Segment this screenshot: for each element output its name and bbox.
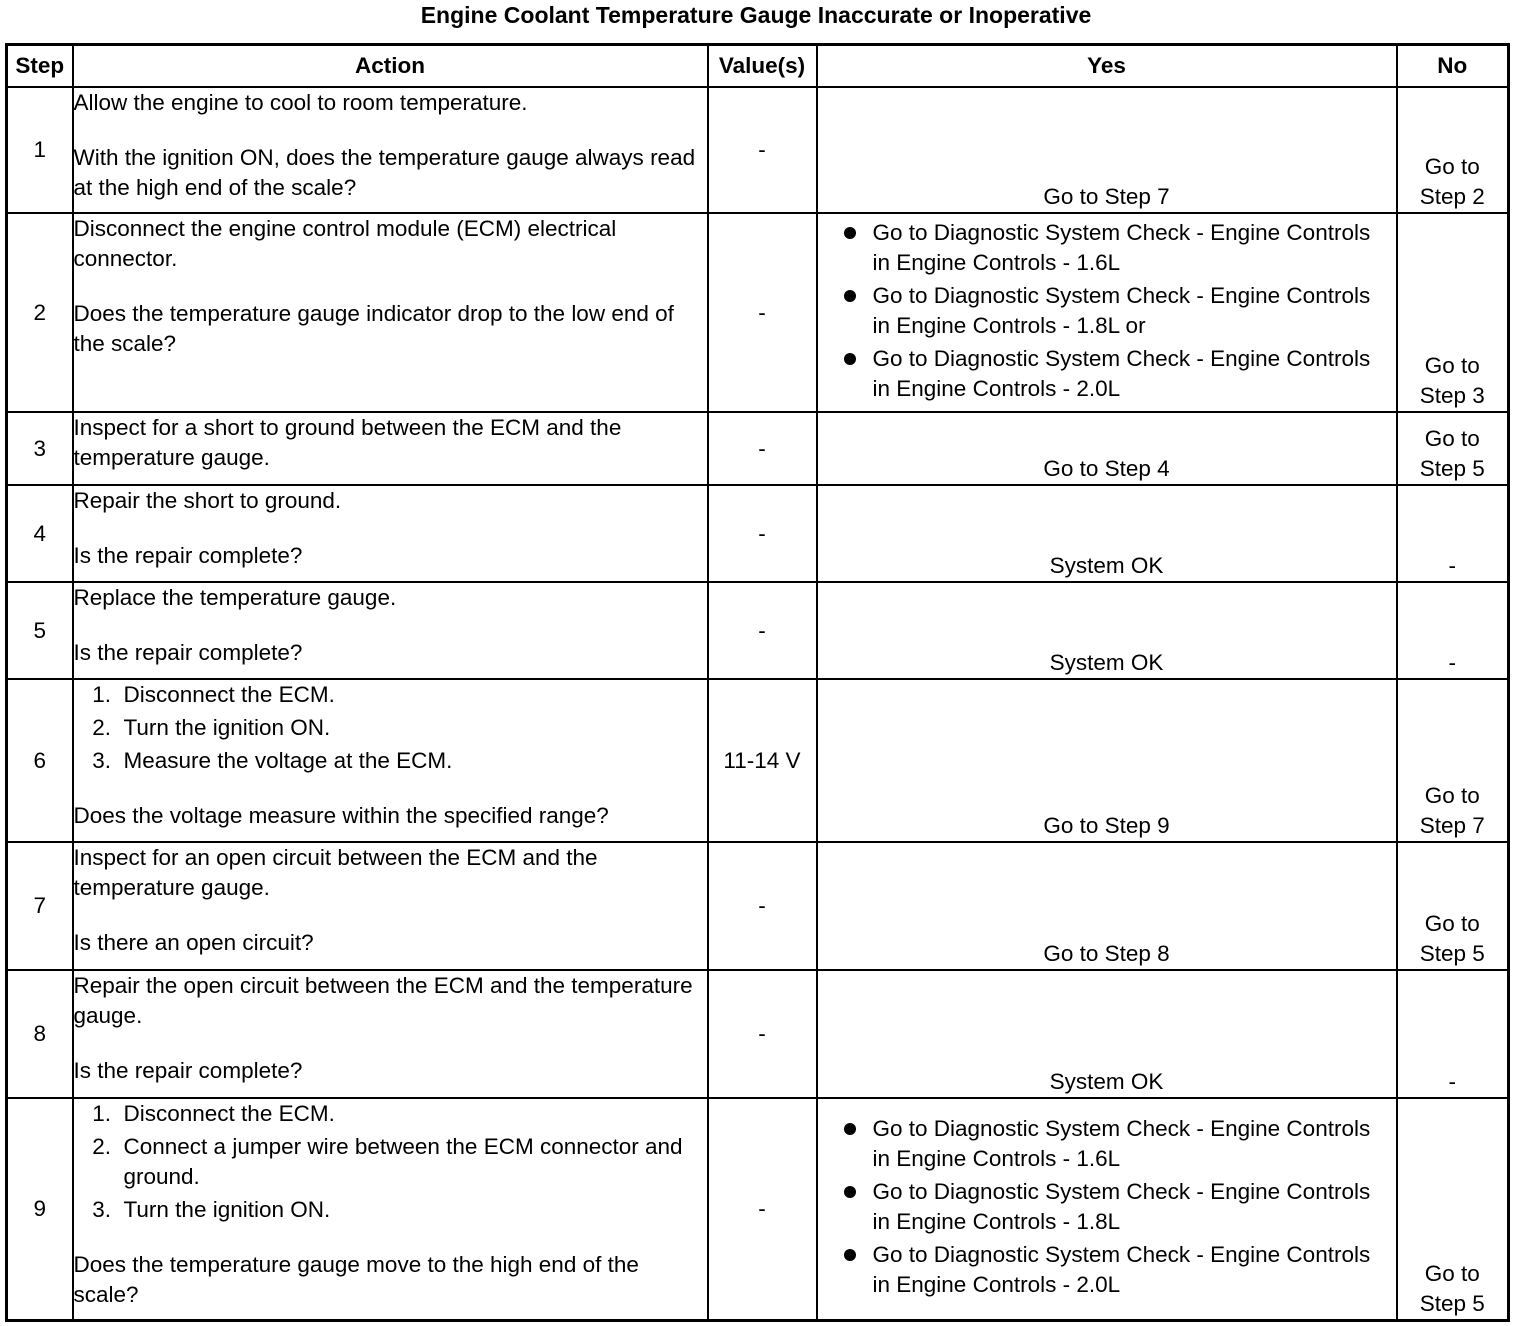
action-question: Is the repair complete? <box>73 1058 303 1083</box>
list-item: 3. Measure the voltage at the ECM. <box>124 746 707 776</box>
value-cell: 11-14 V <box>708 679 817 842</box>
value-cell: - <box>708 582 817 679</box>
value-cell: - <box>708 485 817 582</box>
value-cell: - <box>708 1098 817 1320</box>
no-text: Step 5 <box>1419 941 1485 966</box>
no-text: Go to <box>1424 1260 1480 1286</box>
no-cell <box>1397 679 1509 842</box>
action-cell <box>73 970 708 1098</box>
list-item: 2. Turn the ignition ON. <box>124 713 707 743</box>
table-row <box>7 213 1509 412</box>
list-item: Go to Diagnostic System Check - Engine Controls in Engine Controls - 1.8L or <box>838 281 1390 341</box>
action-text: Disconnect the engine control module (ECM) electrical connector. <box>73 216 617 271</box>
action-cell <box>73 679 708 842</box>
header-values: Value(s) <box>708 45 817 88</box>
table-row <box>7 485 1509 582</box>
yes-list <box>838 218 1390 404</box>
action-steps-list <box>74 1099 707 1225</box>
action-cell <box>73 485 708 582</box>
no-cell <box>1397 842 1509 970</box>
yes-list <box>838 1114 1390 1300</box>
value-cell: - <box>708 970 817 1098</box>
step-number: 2 <box>7 213 73 412</box>
list-item: 2. Connect a jumper wire between the ECM connector and ground. <box>124 1132 707 1192</box>
list-item: Go to Diagnostic System Check - Engine Controls in Engine Controls - 2.0L <box>838 1240 1390 1300</box>
list-item: Go to Diagnostic System Check - Engine Controls in Engine Controls - 1.6L <box>838 218 1390 278</box>
action-question: Is the repair complete? <box>73 543 303 568</box>
action-text: Replace the temperature gauge. <box>73 585 397 610</box>
no-cell <box>1397 1098 1509 1320</box>
value-cell: - <box>708 842 817 970</box>
no-text: Go to <box>1424 353 1480 378</box>
list-item: Go to Diagnostic System Check - Engine Controls in Engine Controls - 2.0L <box>838 344 1390 404</box>
no-text: Go to <box>1424 154 1480 179</box>
step-number: 5 <box>7 582 73 679</box>
step-number: 4 <box>7 485 73 582</box>
action-text: Allow the engine to cool to room temperature. <box>73 90 528 115</box>
yes-cell <box>817 1098 1397 1320</box>
yes-cell: System OK <box>817 582 1397 679</box>
action-text: Repair the short to ground. <box>73 488 342 513</box>
yes-cell <box>817 213 1397 412</box>
list-item: Go to Diagnostic System Check - Engine Controls in Engine Controls - 1.8L <box>838 1177 1390 1237</box>
list-item: 3. Turn the ignition ON. <box>124 1195 707 1225</box>
no-text: Step 2 <box>1419 184 1485 209</box>
list-item: 1. Disconnect the ECM. <box>124 1099 707 1129</box>
list-item: 1. Disconnect the ECM. <box>124 680 707 710</box>
step-number: 9 <box>7 1098 73 1320</box>
table-row <box>7 842 1509 970</box>
value-cell: - <box>708 412 817 485</box>
action-question: Does the temperature gauge indicator drop to the low end of the scale? <box>73 301 674 356</box>
table-row <box>7 970 1509 1098</box>
table-row <box>7 582 1509 679</box>
table-row <box>7 412 1509 485</box>
value-cell: - <box>708 87 817 213</box>
yes-cell: Go to Step 8 <box>817 842 1397 970</box>
no-text: Step 5 <box>1419 1290 1485 1316</box>
yes-cell: System OK <box>817 485 1397 582</box>
action-question: With the ignition ON, does the temperature gauge always read at the high end of the scale? <box>73 145 696 200</box>
no-cell <box>1397 970 1509 1098</box>
action-question: Does the voltage measure within the specified range? <box>73 803 609 828</box>
no-cell <box>1397 412 1509 485</box>
action-question: Is there an open circuit? <box>73 930 314 955</box>
no-cell <box>1397 485 1509 582</box>
yes-cell: Go to Step 9 <box>817 679 1397 842</box>
action-question: Is the repair complete? <box>73 640 303 665</box>
table-row <box>7 1098 1509 1320</box>
action-cell <box>73 582 708 679</box>
step-number: 6 <box>7 679 73 842</box>
no-text: Step 7 <box>1419 813 1485 838</box>
yes-cell: Go to Step 7 <box>817 87 1397 213</box>
step-number: 3 <box>7 412 73 485</box>
action-text: Repair the open circuit between the ECM and the temperature gauge. <box>73 973 693 1028</box>
action-cell <box>73 87 708 213</box>
action-cell <box>73 1098 708 1320</box>
action-text: Inspect for a short to ground between the ECM and the temperature gauge. <box>73 415 622 470</box>
action-cell <box>73 213 708 412</box>
table-row <box>7 679 1509 842</box>
header-action: Action <box>73 45 708 88</box>
document-title: Engine Coolant Temperature Gauge Inaccurate or Inoperative <box>420 2 1092 28</box>
no-text: Go to <box>1424 426 1480 451</box>
no-text: Go to <box>1424 783 1480 808</box>
no-cell <box>1397 87 1509 213</box>
action-cell <box>73 842 708 970</box>
no-text: Step 5 <box>1419 456 1485 481</box>
value-cell: - <box>708 213 817 412</box>
header-no: No <box>1397 45 1509 88</box>
no-text: Go to <box>1424 911 1480 936</box>
no-cell <box>1397 213 1509 412</box>
yes-cell: System OK <box>817 970 1397 1098</box>
no-text: - <box>1448 553 1456 578</box>
diagnostic-table <box>5 43 1510 1322</box>
no-text: Step 3 <box>1419 383 1485 408</box>
list-item: Go to Diagnostic System Check - Engine Controls in Engine Controls - 1.6L <box>838 1114 1390 1174</box>
no-cell <box>1397 582 1509 679</box>
step-number: 1 <box>7 87 73 213</box>
action-cell <box>73 412 708 485</box>
action-steps-list <box>74 680 707 776</box>
table-header-row <box>7 45 1509 88</box>
header-step: Step <box>7 45 73 88</box>
yes-cell: Go to Step 4 <box>817 412 1397 485</box>
table-row <box>7 87 1509 213</box>
step-number: 8 <box>7 970 73 1098</box>
step-number: 7 <box>7 842 73 970</box>
header-yes: Yes <box>817 45 1397 88</box>
action-text: Inspect for an open circuit between the ECM and the temperature gauge. <box>73 845 598 900</box>
action-question: Does the temperature gauge move to the high end of the scale? <box>73 1252 639 1307</box>
no-text: - <box>1448 1069 1456 1094</box>
no-text: - <box>1448 650 1456 675</box>
